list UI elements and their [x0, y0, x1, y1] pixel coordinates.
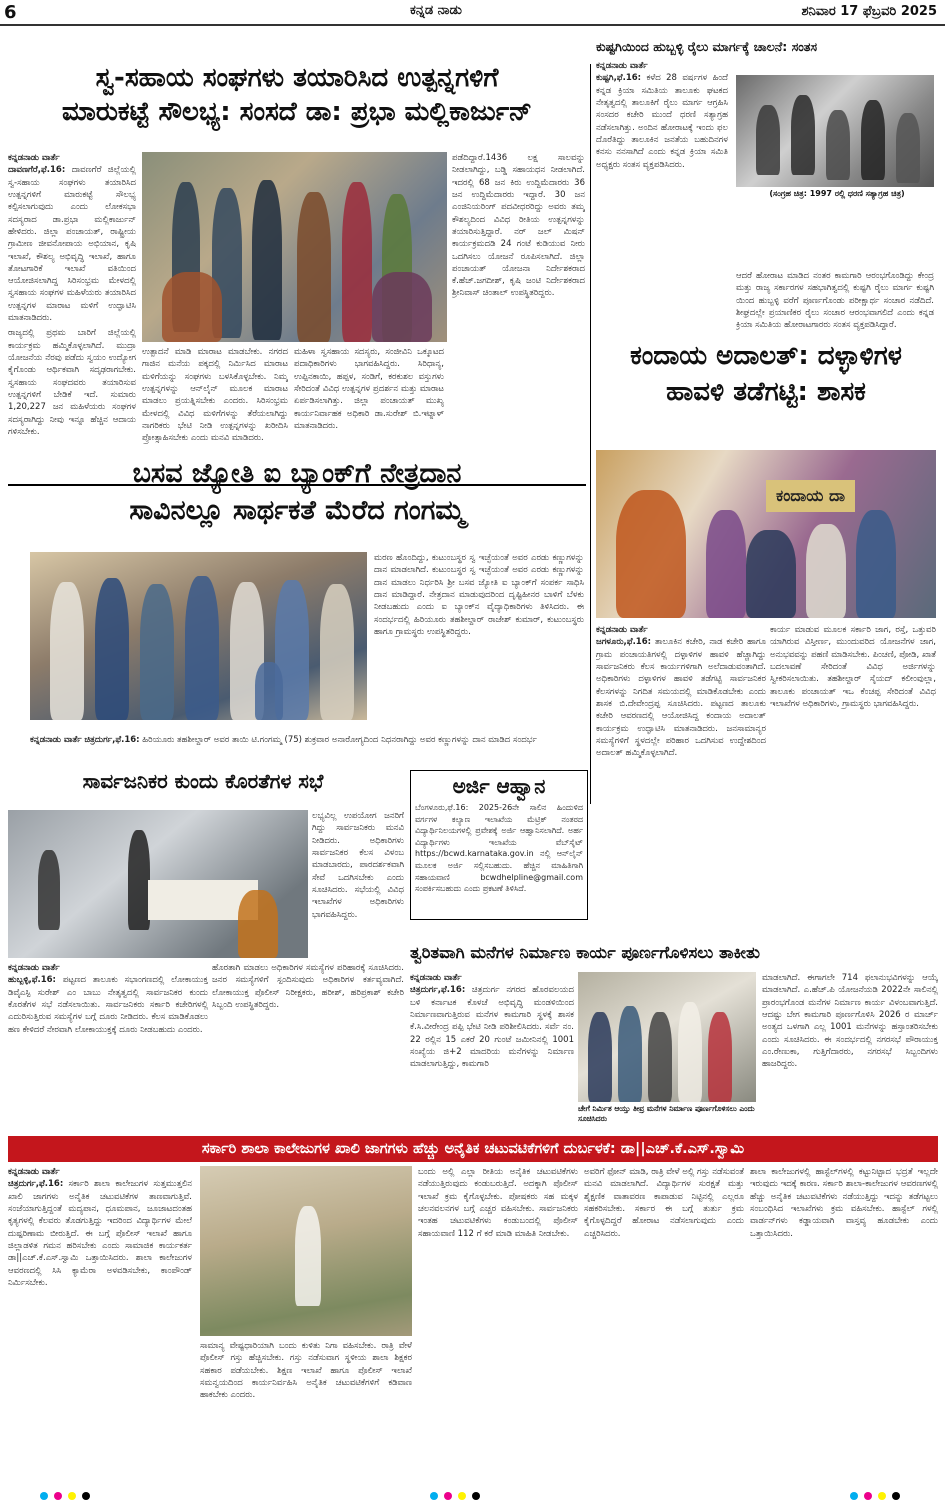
dateline: ಹುಬ್ಬಳ್ಳಿ,ಫೆ.16: — [8, 975, 56, 986]
registration-dot — [472, 1492, 480, 1500]
story2-headline: ಕುಷ್ಟಗಿಯಿಂದ ಹುಬ್ಬಳ್ಳಿ ರೈಲು ಮಾರ್ಗಕ್ಕೆ ಚಾಲನೆ: ಸಂತಸ — [596, 39, 818, 54]
story2-col1 — [596, 60, 728, 332]
story7-photo-caption: ಚೇಗೆ ನಿರ್ಮಿತ ಆಯ್ತು ತೀವ್ರ ಮನೆಗಳ ನಿರ್ಮಾಣ ಪೂರ್ಣಗೊಳಿಸಲು ಎಂದು ಸೂಚಿಸಿದರು — [578, 1104, 755, 1123]
story3-caption: ಹಿರಿಯೂರು ತಹಶೀಲ್ದಾರ್ ಅವರ ತಾಯಿ ಟಿ.ಗಂಗಮ್ಮ (75) ಶುಕ್ರವಾರ ಅನಾರೋಗ್ಯದಿಂದ ನಿಧನರಾಗಿದ್ದು ಅವರ ಕಣ್ಣುಗಳನ್ನು ದಾನ ಮಾಡಿದ ಸಂದರ್ಭ — [142, 735, 537, 745]
story8-headline: ಸರ್ಕಾರಿ ಶಾಲಾ ಕಾಲೇಜುಗಳ ಖಾಲಿ ಜಾಗಗಳು ಹೆಚ್ಚು ಅನೈತಿಕ ಚಟುವಟಿಕೆಗಳಿಗೆ ದುರ್ಬಳಕೆ: ಡಾ||ಎಚ್.ಕೆ.ಎಸ್.ಸ್ವಾಮಿ — [8, 1136, 938, 1162]
story1-text-2: ಉತ್ಪಾದನೆ ಮಾಡಿ ಮಾರಾಟ ಮಾಡಬೇಕು. ನಗರದ ಗಾಜಿನ ಮನೆಯ ಪಕ್ಕದಲ್ಲಿ ನಿರ್ಮಿಸಿದ ಮಾರಾಟ ಮಳಿಗೆಯನ್ನು ಸಂಘಗಳು ಬಳಸಿಕೊಳ್ಳಬೇಕು. ನಿಮ್ಮ ಉತ್ಪನ್ನಗಳನ್ನು ಆನ್‌ಲೈನ್ ಮೂಲಕ ಮಾರಾಟ ಮಾಡಲು ಪ್ರಯತ್ನಿಸಬೇಕು ಎಂದರು. ಸಿರಿಸಂಭ್ರಮ ಮೇಳದಲ್ಲಿ ವಿವಿಧ ಮಳಿಗೆಗಳನ್ನು ತೆರೆಯಲಾಗಿದ್ದು ನಾಗರಿಕರು ಭೇಟಿ ನೀಡಿ ಉತ್ಪನ್ನಗಳನ್ನು ಖರೀದಿಸಿ ಪ್ರೋತ್ಸಾಹಿಸಬೇಕು ಎಂದು ಮನವಿ ಮಾಡಿದರು. — [142, 347, 288, 444]
story8-text-2: ಸಾಮಾನ್ಯ ವೇಷ್ಟಧಾರಿಯಾಗಿ ಬಂದು ಕುಳಿತು ನಿಗಾ ವಹಿಸಬೇಕು. ರಾತ್ರಿ ವೇಳೆ ಪೊಲೀಸ್ ಗಸ್ತು ಹೆಚ್ಚಿಸಬೇಕು. ಗಸ್ತು ನಡೆಸುವಾಗ ಸ್ಥಳೀಯ ಶಾಲಾ ಶಿಕ್ಷಕರ ಸಹಕಾರ ಪಡೆಯಬೇಕು. ಶಿಕ್ಷಣ ಇಲಾಖೆ ಹಾಗೂ ಪೊಲೀಸ್ ಇಲಾಖೆ ಸಮನ್ವಯದಿಂದ ಕಾರ್ಯನಿರ್ವಹಿಸಿ ಅನೈತಿಕ ಚಟುವಟಿಕೆಗಳಿಗೆ ಕಡಿವಾಣ ಹಾಕಬೇಕು ಎಂದರು. — [200, 1341, 412, 1401]
column-divider — [590, 64, 591, 804]
byline: ಕನ್ನಡನಾಡು ವಾರ್ತೆ — [8, 963, 60, 973]
story4-banner: ಕಂದಾಯ ದಾ — [766, 480, 855, 512]
story7-col2 — [762, 972, 938, 1122]
story5-photo — [8, 810, 308, 958]
issue-date: ಶನಿವಾರ 17 ಫೆಬ್ರವರಿ 2025 — [801, 4, 937, 19]
story1-headline — [8, 64, 586, 128]
paper-logo: ಕನ್ನಡ ನಾಡು — [410, 3, 462, 18]
story4-col1 — [596, 624, 766, 904]
story3-col — [374, 552, 584, 732]
story3-caption-block — [30, 734, 585, 762]
dateline: ಜಗಳೂರು,ಫೆ.16: — [596, 637, 652, 648]
registration-marks-center — [430, 1492, 480, 1500]
byline: ಕನ್ನಡನಾಡು ವಾರ್ತೆ — [30, 735, 82, 745]
story8-col3 — [418, 1166, 578, 1482]
story8-photo — [200, 1166, 412, 1336]
story1-photo — [142, 152, 447, 342]
story7-photo — [578, 972, 756, 1102]
story4-headline-line2: ಹಾವಳಿ ತಡೆಗಟ್ಟಿ: ಶಾಸಕ — [666, 376, 866, 407]
story5-text-3: ಹೊರತಾಗಿ ಮಾಡಲು ಅಧಿಕಾರಿಗಳ ಸಮಸ್ಯೆಗಳ ಪರಿಹಾರಕ್ಕೆ ಸೂಚಿಸಿದರು. ಜನರ ಸಮಸ್ಯೆಗಳಿಗೆ ಸ್ಪಂದಿಸುವುದು ಅಧಿಕಾರಿಗಳ ಕರ್ತವ್ಯವಾಗಿದೆ. ಲೋಕಾಯುಕ್ತ ಪೊಲೀಸ್ ನಿರೀಕ್ಷಕರು, ಹರೀಶ್, ಹರಿಪ್ರಕಾಶ್ ಕಚೇರಿ ಸಿಬ್ಬಂದಿ ಉಪಸ್ಥಿತರಿದ್ದರು. — [212, 963, 404, 1010]
story7-col1 — [410, 972, 574, 1122]
story1-col1 — [8, 152, 136, 480]
masthead — [0, 0, 945, 26]
story7-text-1: ಚಿತ್ರದುರ್ಗ ನಗರದ ಹೊರವಲಯದ ಬಳಿ ಕರ್ನಾಟಕ ಕೊಳಚೆ ಅಭಿವೃದ್ಧಿ ಮಂಡಳಿಯಿಂದ ನಿರ್ಮಾಣವಾಗುತ್ತಿರುವ ಮನೆಗಳ ಕಾಮಗಾರಿ ಸ್ಥಳಕ್ಕೆ ಶಾಸಕ ಕೆ.ಸಿ.ವೀರೇಂದ್ರ ಪಪ್ಪಿ ಭೇಟಿ ನೀಡಿ ಪರಿಶೀಲಿಸಿದರು. ಸರ್ವೆ ನಂ. 22 ರಲ್ಲಿನ 15 ಎಕರೆ 20 ಗುಂಟೆ ಜಮೀನಿನಲ್ಲಿ 1001 ಸಂಖ್ಯೆಯ ಜಿ+2 ಮಾದರಿಯ ಮನೆಗಳನ್ನು ನಿರ್ಮಾಣ ಮಾಡಲಾಗುತ್ತಿದ್ದು, ಕಾಮಗಾರಿ — [410, 985, 574, 1070]
byline: ಕನ್ನಡನಾಡು ವಾರ್ತೆ — [8, 153, 60, 163]
registration-dot — [458, 1492, 466, 1500]
registration-dot — [68, 1492, 76, 1500]
story2-photo — [736, 75, 934, 187]
byline: ಕನ್ನಡನಾಡು ವಾರ್ತೆ — [8, 1167, 60, 1177]
registration-dot — [878, 1492, 886, 1500]
story1-col4 — [452, 152, 585, 480]
dateline: ಚಿತ್ರದುರ್ಗ,ಫೆ.16: — [84, 735, 140, 745]
story8-text-1: ಸರ್ಕಾರಿ ಶಾಲಾ ಕಾಲೇಜುಗಳ ಸುತ್ತಮುತ್ತಲಿನ ಖಾಲಿ ಜಾಗಗಳು ಅನೈತಿಕ ಚಟುವಟಿಕೆಗಳ ತಾಣವಾಗುತ್ತಿವೆ. ಸಂಜೆಯಾಗುತ್ತಿದ್ದಂತೆ ಮದ್ಯಪಾನ, ಧೂಮಪಾನ, ಜೂಜಾಟದಂತಹ ಕೃತ್ಯಗಳಲ್ಲಿ ಕೆಲವರು ತೊಡಗುತ್ತಿದ್ದು ಇದರಿಂದ ವಿದ್ಯಾರ್ಥಿಗಳ ಮೇಲೆ ದುಷ್ಪರಿಣಾಮ ಬೀರುತ್ತಿದೆ. ಈ ಬಗ್ಗೆ ಪೊಲೀಸ್ ಇಲಾಖೆ ಹಾಗೂ ಜಿಲ್ಲಾಡಳಿತ ಗಮನ ಹರಿಸಬೇಕು ಎಂದು ಸಾಮಾಜಿಕ ಕಾರ್ಯಕರ್ತ ಡಾ||ಎಚ್.ಕೆ.ಎಸ್.ಸ್ವಾಮಿ ಒತ್ತಾಯಿಸಿದರು. ಶಾಲಾ ಕಾಲೇಜುಗಳ ಆವರಣದಲ್ಲಿ ಸಿಸಿ ಕ್ಯಾಮೆರಾ ಅಳವಡಿಸಬೇಕು, ಕಾಂಪೌಂಡ್ ನಿರ್ಮಿಸಬೇಕು. — [8, 1179, 192, 1288]
story1-headline-line1: ಸ್ವ-ಸಹಾಯ ಸಂಘಗಳು ತಯಾರಿಸಿದ ಉತ್ಪನ್ನಗಳಿಗೆ — [95, 63, 499, 93]
story5-col1 — [8, 962, 208, 1122]
registration-dot — [54, 1492, 62, 1500]
story2-text-1: ಕಳೆದ 28 ವರ್ಷಗಳ ಹಿಂದೆ ಕನ್ನಡ ಕ್ರಿಯಾ ಸಮಿತಿಯ ತಾಲೂಕು ಘಟಕದ ನೇತೃತ್ವದಲ್ಲಿ ತಾಲೂಕಿಗೆ ರೈಲು ಮಾರ್ಗ ಆಗ್ರಹಿಸಿ ಸಂಸದರ ಕಚೇರಿ ಮುಂದೆ ಧರಣಿ ಸತ್ಯಾಗ್ರಹ ನಡೆಸಲಾಗಿತ್ತು. ಅಂದಿನ ಹೋರಾಟಕ್ಕೆ ಇಂದು ಫಲ ದೊರೆತಿದ್ದು ತಾಲೂಕಿನ ಜನತೆಯ ಬಹುದಿನಗಳ ಕನಸು ನನಸಾಗಿದೆ ಎಂದು ಕನ್ನಡ ಕ್ರಿಯಾ ಸಮಿತಿ ಅಧ್ಯಕ್ಷರು ಸಂತಸ ವ್ಯಕ್ತಪಡಿಸಿದರು. — [596, 73, 728, 170]
story3-headline-line1: ಬಸವ ಜ್ಯೋತಿ ಐ ಬ್ಯಾಂಕ್‌ಗೆ ನೇತ್ರದಾನ — [132, 458, 462, 489]
registration-dot — [864, 1492, 872, 1500]
story4-headline-line1: ಕಂದಾಯ ಅದಾಲತ್: ದಳ್ಳಾಳಿಗಳ — [630, 341, 902, 371]
story5-text-2: ಲಭ್ಯವಿಲ್ಲ ಉಪಯೋಗ ಜನರಿಗೆ ಗಿದ್ದು ಸಾರ್ವಜನಿಕರು ಮನವಿ ನೀಡಿದರು. ಅಧಿಕಾರಿಗಳು ಸಾರ್ವಜನಿಕರ ಕೆಲಸ ವಿಳಂಬ ಮಾಡಬಾರದು, ಪಾರದರ್ಶಕವಾಗಿ ಸೇವೆ ಒದಗಿಸಬೇಕು ಎಂದು ಸೂಚಿಸಿದರು. ಸಭೆಯಲ್ಲಿ ವಿವಿಧ ಇಲಾಖೆಗಳ ಅಧಿಕಾರಿಗಳು ಭಾಗವಹಿಸಿದ್ದರು. — [312, 811, 404, 920]
story6-box — [410, 770, 588, 920]
story3-headline — [8, 458, 586, 526]
byline: ಕನ್ನಡನಾಡು ವಾರ್ತೆ — [410, 973, 462, 983]
registration-dot — [430, 1492, 438, 1500]
dateline: ಚಿತ್ರದುರ್ಗ,ಫೆ.16: — [410, 985, 466, 996]
byline: ಕನ್ನಡನಾಡು ವಾರ್ತೆ — [596, 625, 648, 635]
story3-text: ಮರಣ ಹೊಂದಿದ್ದು, ಕುಟುಂಬಸ್ಥರ ಸ್ವ ಇಚ್ಛೆಯಂತೆ ಅವರ ಎರಡು ಕಣ್ಣುಗಳನ್ನು ದಾನ ಮಾಡಲಾಗಿದೆ. ಕುಟುಂಬಸ್ಥರ ಸ್ವ ಇಚ್ಛೆಯಂತೆ ಅವರ ಎರಡು ಕಣ್ಣುಗಳನ್ನು ದಾನ ಮಾಡಲು ನಿರ್ಧರಿಸಿ ಶ್ರೀ ಬಸವ ಜ್ಯೋತಿ ಐ ಬ್ಯಾಂಕ್‌ಗೆ ಸಂಪರ್ಕ ಸಾಧಿಸಿ ದಾನ ಮಾಡಿದ್ದಾರೆ. ನೇತ್ರದಾನ ಮಾಡುವುದರಿಂದ ದೃಷ್ಟಿಹೀನರ ಬಾಳಿಗೆ ಬೆಳಕು ನೀಡಬಹುದು ಎಂದು ಐ ಬ್ಯಾಂಕ್‌ನ ವೈದ್ಯಾಧಿಕಾರಿಗಳು ತಿಳಿಸಿದರು. ಈ ಸಂದರ್ಭದಲ್ಲಿ ಹಿರಿಯೂರು ತಹಶೀಲ್ದಾರ್ ರಾಜೇಶ್ ಕುಮಾರ್, ಕುಟುಂಬಸ್ಥರು ಹಾಗೂ ಗ್ರಾಮಸ್ಥರು ಉಪಸ್ಥಿತರಿದ್ದರು. — [374, 553, 584, 637]
story8-col5 — [750, 1166, 938, 1482]
story4-col2 — [770, 624, 936, 904]
story2-col2 — [736, 270, 934, 338]
story7-headline: ತ್ವರಿತವಾಗಿ ಮನೆಗಳ ನಿರ್ಮಾಣ ಕಾರ್ಯ ಪೂರ್ಣಗೊಳಿಸಲು ತಾಕೀತು — [410, 943, 760, 962]
story6-headline: ಅರ್ಜಿ ಆಹ್ವಾನ — [452, 774, 546, 798]
story5-col3 — [212, 962, 404, 1122]
page-number: 6 — [4, 1, 17, 23]
story4-text-1: ತಾಲೂಕಿನ ಕಚೇರಿ, ನಾಡ ಕಚೇರಿ ಹಾಗೂ ಗ್ರಾಮ ಪಂಚಾಯತಿಗಳಲ್ಲಿ ದಳ್ಳಾಳಿಗಳ ಹಾವಳಿ ಹೆಚ್ಚಾಗಿದ್ದು ಸಾರ್ವಜನಿಕರು ಕೆಲಸ ಕಾರ್ಯಗಳಿಗಾಗಿ ಅಲೆದಾಡುವಂತಾಗಿದೆ. ಅಧಿಕಾರಿಗಳು ದಳ್ಳಾಳಿಗಳ ಹಾವಳಿ ತಡೆಗಟ್ಟಿ ಸಾರ್ವಜನಿಕರ ಕೆಲಸಗಳನ್ನು ನಿಗದಿತ ಸಮಯದಲ್ಲಿ ಮಾಡಿಕೊಡಬೇಕು ಎಂದು ಶಾಸಕ ಬಿ.ದೇವೇಂದ್ರಪ್ಪ ಸೂಚಿಸಿದರು. ಪಟ್ಟಣದ ತಾಲೂಕು ಕಚೇರಿ ಆವರಣದಲ್ಲಿ ಆಯೋಜಿಸಿದ್ದ ಕಂದಾಯ ಅದಾಲತ್ ಕಾರ್ಯಕ್ರಮ ಉದ್ಘಾಟಿಸಿ ಮಾತನಾಡಿದರು. ಜನಸಾಮಾನ್ಯರ ಸಮಸ್ಯೆಗಳಿಗೆ ಸ್ಥಳದಲ್ಲೇ ಪರಿಹಾರ ಒದಗಿಸುವ ಉದ್ದೇಶದಿಂದ ಅದಾಲತ್ ಹಮ್ಮಿಕೊಳ್ಳಲಾಗಿದೆ. — [596, 637, 766, 759]
byline: ಕನ್ನಡನಾಡು ವಾರ್ತೆ — [596, 61, 648, 71]
story5-col2 — [312, 810, 404, 958]
story4-photo — [596, 450, 936, 618]
story1-text-3: ಮಹಿಳಾ ಸ್ವಸಹಾಯ ಸದಸ್ಯರು, ಸಂಜೀವಿನಿ ಒಕ್ಕೂಟದ ಪದಾಧಿಕಾರಿಗಳು ಭಾಗವಹಿಸಿದ್ದರು. ಸಿರಿಧಾನ್ಯ, ಉಪ್ಪಿನಕಾಯಿ, ಹಪ್ಪಳ, ಸಂಡಿಗೆ, ಕರಕುಶಲ ವಸ್ತುಗಳು ಸೇರಿದಂತೆ ವಿವಿಧ ಉತ್ಪನ್ನಗಳ ಪ್ರದರ್ಶನ ಮತ್ತು ಮಾರಾಟ ಏರ್ಪಡಿಸಲಾಗಿತ್ತು. ಜಿಲ್ಲಾ ಪಂಚಾಯತ್ ಮುಖ್ಯ ಕಾರ್ಯನಿರ್ವಾಹಕ ಅಧಿಕಾರಿ ಡಾ.ಸುರೇಶ್ ಬಿ.ಇಟ್ನಾಳ್ ಮಾತನಾಡಿದರು. — [294, 347, 444, 431]
dateline: ದಾವಣಗೆರೆ,ಫೆ.16: — [8, 165, 66, 176]
story8-col1 — [8, 1166, 192, 1482]
dateline: ಕುಷ್ಟಗಿ,ಫೆ.16: — [596, 73, 642, 84]
story1-text-4: ಪಡೆದಿದ್ದಾರೆ.1436 ಲಕ್ಷ ಸಾಲವನ್ನು ನೀಡಲಾಗಿದ್ದು, ಬಡ್ಡಿ ಸಹಾಯಧನ ನೀಡಲಾಗಿದೆ. ಇದರಲ್ಲಿ 68 ಜನ ಕಿರು ಉದ್ದಿಮೆದಾರರು 36 ಜನ ಉದ್ದಿಮೆದಾರರು ಇದ್ದಾರೆ. 30 ಜನ ಎಂಜಿನಿಯರಿಂಗ್ ಪದವೀಧರರಿದ್ದು ಅವರು ತಮ್ಮ ಕೌಶಲ್ಯದಿಂದ ವಿವಿಧ ರೀತಿಯ ಉತ್ಪನ್ನಗಳನ್ನು ತಯಾರಿಸುತ್ತಿದ್ದಾರೆ. ನರ್‌ ಜಲ್ ಮಿಷನ್ ಕಾರ್ಯಕ್ರಮದಡಿ 24 ಗಂಟೆ ಕುಡಿಯುವ ನೀರು ಒದಗಿಸಲು ಯೋಜನೆ ರೂಪಿಸಲಾಗಿದೆ. ಜಿಲ್ಲಾ ಪಂಚಾಯತ್ ಯೋಜನಾ ನಿರ್ದೇಶಕರಾದ ಕೆ.ಹೆಚ್.ಜಗದೀಶ್, ಕೃಷಿ ಜಂಟಿ ನಿರ್ದೇಶಕರಾದ ಶ್ರೀನಿವಾಸ್ ಚಿಂತಾಲ್ ಉಪಸ್ಥಿತರಿದ್ದರು. — [452, 153, 585, 299]
story4-text-2: ಕಾರ್ಯ ಮಾಡುವ ಮೂಲಕ ಸರ್ಕಾರಿ ಜಾಗ, ರಸ್ತೆ, ಒತ್ತುವರಿ ಯಾಗಿರುವ ವಿಸ್ತೀರ್ಣ, ಮುಂದುವರಿದ ಯೋಜನೆಗಳ ಜಾಗ, ಅನುಭವವನ್ನು ಪಹಣಿ ಮಾಡಿಸಬೇಕು. ಪಿಂಚಣಿ, ಪೋಡಿ, ಖಾತೆ ಬದಲಾವಣೆ ಸೇರಿದಂತೆ ವಿವಿಧ ಅರ್ಜಿಗಳನ್ನು ಸ್ವೀಕರಿಸಲಾಯಿತು. ತಹಶೀಲ್ದಾರ್ ಸೈಯದ್ ಕಲೀಂವುಲ್ಲಾ, ತಾಲೂಕು ಪಂಚಾಯತ್ ಇಒ ಕೆಂಚಪ್ಪ ಸೇರಿದಂತೆ ವಿವಿಧ ಇಲಾಖೆಗಳ ಅಧಿಕಾರಿಗಳು, ಗ್ರಾಮಸ್ಥರು ಭಾಗವಹಿಸಿದ್ದರು. — [770, 625, 936, 709]
story5-headline: ಸಾರ್ವಜನಿಕರ ಕುಂದು ಕೊರತೆಗಳ ಸಭೆ — [82, 769, 324, 793]
story4-headline — [596, 342, 936, 408]
story8-text-4: ಅವರಿಗೆ ಫೋನ್ ಮಾಡಿ, ರಾತ್ರಿ ವೇಳೆ ಅಲ್ಲಿ ಗಸ್ತು ನಡೆಸುವಂತೆ ಮನವಿ ಮಾಡಲಾಗಿದೆ. ವಿದ್ಯಾರ್ಥಿಗಳ ಸುರಕ್ಷತೆ ಮತ್ತು ಶೈಕ್ಷಣಿಕ ವಾತಾವರಣ ಕಾಪಾಡುವ ನಿಟ್ಟಿನಲ್ಲಿ ಎಲ್ಲರೂ ಸಹಕರಿಸಬೇಕು. ಸರ್ಕಾರ ಈ ಬಗ್ಗೆ ತುರ್ತು ಕ್ರಮ ಕೈಗೊಳ್ಳದಿದ್ದರೆ ಹೋರಾಟ ನಡೆಸಲಾಗುವುದು ಎಂದು ಎಚ್ಚರಿಸಿದರು. — [584, 1167, 744, 1239]
registration-dot — [444, 1492, 452, 1500]
registration-dot — [40, 1492, 48, 1500]
story1-text-1: ದಾವಣಗೆರೆ ಜಿಲ್ಲೆಯಲ್ಲಿ ಸ್ವ-ಸಹಾಯ ಸಂಘಗಳು ತಯಾರಿಸಿದ ಉತ್ಪನ್ನಗಳಿಗೆ ಮಾರುಕಟ್ಟೆ ಸೌಲಭ್ಯ ಕಲ್ಪಿಸಲಾಗುವುದು ಎಂದು ಲೋಕಸಭಾ ಸದಸ್ಯರಾದ ಡಾ.ಪ್ರಭಾ ಮಲ್ಲಿಕಾರ್ಜುನ್ ಹೇಳಿದರು. ಜಿಲ್ಲಾ ಪಂಚಾಯತ್, ರಾಷ್ಟ್ರೀಯ ಗ್ರಾಮೀಣ ಜೀವನೋಪಾಯ ಅಭಿಯಾನ, ಕೃಷಿ ಇಲಾಖೆ, ಕೌಶಲ್ಯ ಅಭಿವೃದ್ಧಿ ಇಲಾಖೆ, ಹಾಗೂ ತೋಟಗಾರಿಕೆ ಇಲಾಖೆ ವತಿಯಿಂದ ಆಯೋಜಿಸಲಾಗಿದ್ದ ಸಿರಿಸಂಭ್ರಮ ಮೇಳದಲ್ಲಿ ಸ್ವಸಹಾಯ ಸಂಘಗಳ ಮಹಿಳೆಯರು ತಯಾರಿಸಿದ ಉತ್ಪನ್ನಗಳ ಮಾರಾಟ ಮಳಿಗೆ ಉದ್ಘಾಟಿಸಿ ಮಾತನಾಡಿದರು. — [8, 165, 136, 324]
story2-text-2: ಆದರೆ ಹೋರಾಟ ಮಾಡಿದ ನಂತರ ಕಾಮಗಾರಿ ಆರಂಭಗೊಂಡಿದ್ದು ಕೇಂದ್ರ ಮತ್ತು ರಾಜ್ಯ ಸರ್ಕಾರಗಳ ಸಹಭಾಗಿತ್ವದಲ್ಲಿ ಕುಷ್ಟಗಿ ರೈಲು ಮಾರ್ಗ ಕುಷ್ಟಗಿ ಯಿಂದ ಹುಬ್ಬಳ್ಳಿ ವರೆಗೆ ಪೂರ್ಣಗೊಂಡು ಪರೀಕ್ಷಾರ್ಥ ಸಂಚಾರ ನಡೆದಿದೆ. ಶೀಘ್ರದಲ್ಲೇ ಪ್ರಯಾಣಿಕರ ರೈಲು ಸಂಚಾರ ಆರಂಭವಾಗಲಿದೆ ಎಂದು ಕನ್ನಡ ಕ್ರಿಯಾ ಸಮಿತಿಯ ಹೋರಾಟಗಾರರು ಸಂತಸ ವ್ಯಕ್ತಪಡಿಸಿದ್ದಾರೆ. — [736, 271, 934, 331]
registration-dot — [850, 1492, 858, 1500]
story1-text-1b: ರಾಜ್ಯದಲ್ಲಿ ಪ್ರಥಮ ಬಾರಿಗೆ ಜಿಲ್ಲೆಯಲ್ಲಿ ಕಾರ್ಯಕ್ರಮ ಹಮ್ಮಿಕೊಳ್ಳಲಾಗಿದೆ. ಮುದ್ರಾ ಯೋಜನೆಯ ನೆರವು ಪಡೆದು ಸ್ವಯಂ ಉದ್ಯೋಗ ಕೈಗೊಂಡು ಆರ್ಥಿಕವಾಗಿ ಸದೃಢರಾಗಬೇಕು. ಸ್ವಸಹಾಯ ಸಂಘದವರು ತಯಾರಿಸುವ ಉತ್ಪನ್ನಗಳಿಗೆ ಬೇಡಿಕೆ ಇದೆ. ಸುಮಾರು 1,20,227 ಜನ ಮಹಿಳೆಯರು ಸಂಘಗಳ ಸದಸ್ಯರಾಗಿದ್ದು ನೀವು ಇನ್ನೂ ಹೆಚ್ಚಿನ ಆದಾಯ ಗಳಿಸಬೇಕು. — [8, 328, 136, 437]
story8-text-3: ಬಂದು ಅಲ್ಲಿ ಎಲ್ಲಾ ರೀತಿಯ ಅನೈತಿಕ ಚಟುವಟಿಕೆಗಳು ನಡೆಯುತ್ತಿರುವುದು ಕಂಡುಬರುತ್ತಿದೆ. ಅದಕ್ಕಾಗಿ ಪೊಲೀಸ್ ಇಲಾಖೆ ಕ್ರಮ ಕೈಗೊಳ್ಳಬೇಕು. ಪೋಷಕರು ಸಹ ಮಕ್ಕಳ ಚಲನವಲನಗಳ ಬಗ್ಗೆ ಎಚ್ಚರ ವಹಿಸಬೇಕು. ಸಾರ್ವಜನಿಕರು ಇಂತಹ ಚಟುವಟಿಕೆಗಳು ಕಂಡುಬಂದಲ್ಲಿ ಪೊಲೀಸ್ ಸಹಾಯವಾಣಿ 112 ಗೆ ಕರೆ ಮಾಡಿ ಮಾಹಿತಿ ನೀಡಬೇಕು. — [418, 1167, 578, 1239]
story1-headline-line2: ಮಾರುಕಟ್ಟೆ ಸೌಲಭ್ಯ: ಸಂಸದೆ ಡಾ: ಪ್ರಭಾ ಮಲ್ಲಿಕಾರ್ಜುನ್ — [61, 96, 533, 127]
story8-text-5: ಶಾಲಾ ಕಾಲೇಜುಗಳಲ್ಲಿ ಹಾಸ್ಟೆಲ್‌ಗಳಲ್ಲಿ ಕಟ್ಟುನಿಟ್ಟಾದ ಭದ್ರತೆ ಇಲ್ಲದೇ ಇರುವುದು ಇದಕ್ಕೆ ಕಾರಣ. ಸರ್ಕಾರಿ ಶಾಲಾ-ಕಾಲೇಜುಗಳ ಆವರಣಗಳಲ್ಲಿ ಹೆಚ್ಚು ಅನೈತಿಕ ಚಟುವಟಿಕೆಗಳು ನಡೆಯುತ್ತಿದ್ದು ಇದನ್ನು ತಡೆಗಟ್ಟಲು ಸಂಬಂಧಿಸಿದ ಇಲಾಖೆಗಳು ಕ್ರಮ ವಹಿಸಬೇಕು. ಹಾಸ್ಟೆಲ್ ಗಳಲ್ಲಿ ವಾರ್ಡನ್‌ಗಳು ಕಡ್ಡಾಯವಾಗಿ ವಾಸ್ತವ್ಯ ಹೂಡಬೇಕು ಎಂದು ಒತ್ತಾಯಿಸಿದರು. — [750, 1167, 938, 1239]
story2-photo-caption: (ಸಂಗ್ರಹ ಚಿತ್ರ: 1997 ರಲ್ಲಿ ಧರಣಿ ಸತ್ಯಾಗ್ರಹ ಚಿತ್ರ) — [740, 189, 934, 199]
story7-text-2: ಮಾಡಲಾಗಿದೆ. ಈಗಾಗಲೇ 714 ಫಲಾನುಭವಿಗಳನ್ನು ಆಯ್ಕೆ ಮಾಡಲಾಗಿದೆ. ಎ.ಹೆಚ್.ಪಿ ಯೋಜನೆಯಡಿ 2022ನೇ ಸಾಲಿನಲ್ಲಿ ಪ್ರಾರಂಭಗೊಂಡ ಮನೆಗಳ ನಿರ್ಮಾಣ ಕಾರ್ಯ ವಿಳಂಬವಾಗುತ್ತಿದೆ. ಆದಷ್ಟು ಬೇಗ ಕಾಮಗಾರಿ ಪೂರ್ಣಗೊಳಿಸಿ 2026 ರ ಮಾರ್ಚ್ ಅಂತ್ಯದ ಒಳಗಾಗಿ ಎಲ್ಲ 1001 ಮನೆಗಳನ್ನು ಹಸ್ತಾಂತರಿಸಬೇಕು ಎಂದು ಸೂಚಿಸಿದರು. ಈ ಸಂದರ್ಭದಲ್ಲಿ ನಗರಸಭೆ ಪೌರಾಯುಕ್ತ ಎಂ.ರೇಣುಕಾ, ಗುತ್ತಿಗೆದಾರರು, ನಗರಸಭೆ ಸಿಬ್ಬಂದಿಗಳು ಹಾಜರಿದ್ದರು. — [762, 973, 938, 1070]
registration-marks-right — [850, 1492, 900, 1500]
story6-text: ಬೆಂಗಳೂರು,ಫೆ.16: 2025-26ನೇ ಸಾಲಿನ ಹಿಂದುಳಿದ ವರ್ಗಗಳ ಕಲ್ಯಾಣ ಇಲಾಖೆಯ ಮೆಟ್ರಿಕ್ ನಂತರದ ವಿದ್ಯಾರ್ಥಿನಿಲಯಗಳಲ್ಲಿ ಪ್ರವೇಶಕ್ಕೆ ಅರ್ಜಿ ಆಹ್ವಾನಿಸಲಾಗಿದೆ. ಅರ್ಹ ವಿದ್ಯಾರ್ಥಿಗಳು ಇಲಾಖೆಯ ವೆಬ್‌ಸೈಟ್ https://bcwd.karnataka.gov.in ನಲ್ಲಿ ಆನ್‌ಲೈನ್ ಮೂಲಕ ಅರ್ಜಿ ಸಲ್ಲಿಸಬಹುದು. ಹೆಚ್ಚಿನ ಮಾಹಿತಿಗಾಗಿ ಸಹಾಯವಾಣಿ bcwdhelpline@gmail.com ಸಂಪರ್ಕಿಸಬಹುದು ಎಂದು ಪ್ರಕಟಣೆ ತಿಳಿಸಿದೆ. — [415, 803, 583, 894]
story3-photo — [30, 552, 367, 720]
registration-marks-left — [40, 1492, 90, 1500]
story3-headline-line2: ಸಾವಿನಲ್ಲೂ ಸಾರ್ಥಕತೆ ಮೆರೆದ ಗಂಗಮ್ಮ — [129, 495, 465, 527]
story8-col2 — [200, 1340, 412, 1482]
story5-text-1: ಪಟ್ಟಣದ ತಾಲೂಕು ಸಭಾಂಗಣದಲ್ಲಿ ಲೋಕಾಯುಕ್ತ ಡಿವೈಎಸ್ಪಿ ಸುರೇಶ್ ಎಂ ಬಾಬು ನೇತೃತ್ವದಲ್ಲಿ ಸಾರ್ವಜನಿಕರ ಕುಂದು ಕೊರತೆಗಳ ಸಭೆ ನಡೆಸಲಾಯಿತು. ಸಾರ್ವಜನಿಕರು ಸರ್ಕಾರಿ ಕಚೇರಿಗಳಲ್ಲಿ ಎದುರಿಸುತ್ತಿರುವ ಸಮಸ್ಯೆಗಳ ಬಗ್ಗೆ ದೂರು ನೀಡಿದರು. ಕೆಲಸ ಮಾಡಿಕೊಡಲು ಹಣ ಕೇಳಿದರೆ ನೇರವಾಗಿ ಲೋಕಾಯುಕ್ತಕ್ಕೆ ದೂರು ನೀಡಬಹುದು ಎಂದರು. — [8, 975, 208, 1035]
dateline: ಚಿತ್ರದುರ್ಗ,ಫೆ.16: — [8, 1179, 64, 1190]
story8-col4 — [584, 1166, 744, 1482]
registration-dot — [82, 1492, 90, 1500]
registration-dot — [892, 1492, 900, 1500]
